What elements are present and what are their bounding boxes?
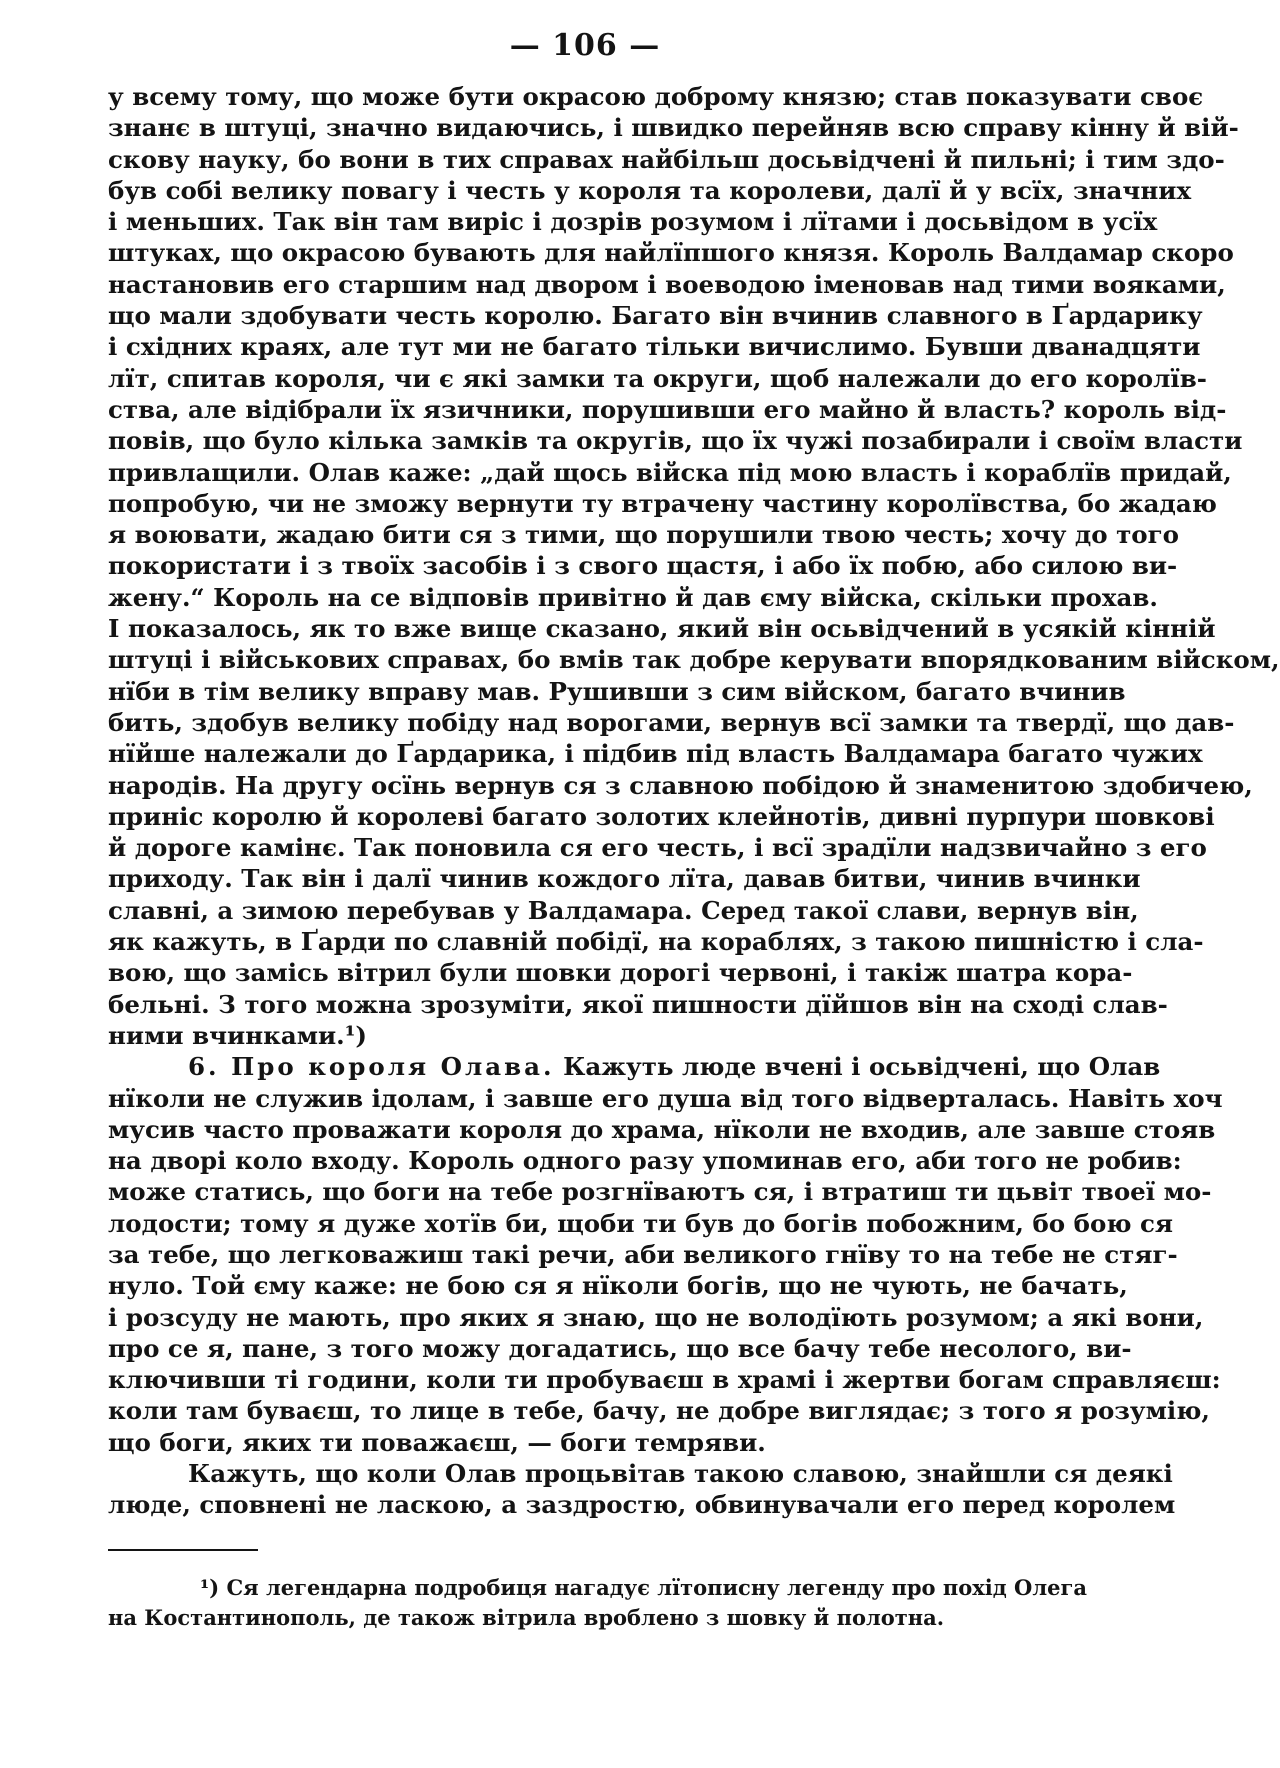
text-line: бить, здобув велику побіду над ворогами, вернув всї замки та твердї, що дав- [108, 707, 1235, 737]
text-line: нїби в тім велику вправу мав. Рушивши з сим війском, багато вчинив [108, 676, 1126, 706]
text-line: у всему тому, що може бути окрасою доброму князю; став показувати своє [108, 82, 1204, 111]
text-line: вою, що замісь вітрил були шовки дорогі червоні, і такіж шатра кора- [108, 958, 1133, 988]
text-line: коли там буваєш, то лице в тебе, бачу, не добре виглядає; з того я розумію, [108, 1396, 1210, 1426]
text-line: нуло. Той єму каже: не бою ся я нїколи богів, що не чують, не бачать, [108, 1271, 1128, 1301]
text-line: скову науку, бо вони в тих справах найбільш досьвідчені й пильні; і тим здо- [108, 144, 1225, 174]
text-line: мусив часто проважати короля до храма, нїколи не входив, але завше стояв [108, 1114, 1216, 1144]
text-line: люде, сповнені не ласкою, а заздростю, обвинувачали его перед королем [108, 1490, 1176, 1520]
text-line: штуках, що окрасою бувають для найлїпшого князя. Король Валдамар скоро [108, 238, 1234, 268]
text-line: що боги, яких ти поважаєш, — боги темряви. [108, 1427, 766, 1457]
text-line: і розсуду не мають, про яких я знаю, що не володїють розумом; а які вони, [108, 1302, 1204, 1332]
text-line: настановив его старшим над двором і воеводою іменовав над тими вояками, [108, 269, 1226, 299]
text-line: як кажуть, в Ґарди по славній побідї, на кораблях, з такою пишністю і сла- [108, 927, 1204, 957]
body-text [108, 81, 1280, 1521]
text-line: і східних краях, але тут ми не багато тільки вичислимо. Бувши дванадцяти [108, 332, 1201, 362]
text-line: лїт, спитав короля, чи є які замки та округи, щоб належали до его королїв- [108, 363, 1207, 393]
section-heading-line [108, 1051, 1161, 1082]
footnote-divider [108, 1549, 258, 1551]
text-line: нїйше належали до Ґардарика, і підбив під власть Валдамара багато чужих [108, 739, 1203, 769]
text-line: ключивши ті години, коли ти пробуваєш в храмі і жертви богам справляєш: [108, 1365, 1221, 1395]
text-line: попробую, чи не зможу вернути ту втрачену частину королївства, бо жадаю [108, 488, 1217, 518]
text-line: знанє в штуці, значно видаючись, і швидко перейняв всю справу кінну й вій- [108, 113, 1239, 143]
text-line: про се я, пане, з того можу догадатись, що все бачу тебе несолого, ви- [108, 1333, 1132, 1363]
page-number: — 106 — [509, 28, 661, 63]
text-line: привлащили. Олав каже: „дай щось війска під мою власть і кораблїв придай, [108, 457, 1232, 487]
text-line: покористати і з твоїх засобів і з свого щастя, і або їх побю, або силою ви- [108, 551, 1178, 581]
text-line: на дворі коло входу. Король одного разу упоминав его, аби того не робив: [108, 1146, 1182, 1176]
text-line: бельні. З того можна зрозуміти, якої пишности дїйшов він на сході слав- [108, 989, 1168, 1019]
footnote-line: на Костантинополь, де також вітрила вроблено з шовку й полотна. [108, 1604, 945, 1630]
section-title: 6. Про короля Олава. [188, 1052, 555, 1082]
text-line: може статись, що боги на тебе розгнїваютъ ся, і втратиш ти цьвіт твоеї мо- [108, 1177, 1212, 1207]
footnote-line: ¹) Ся легендарна подробиця нагадує лїтописну легенду про похід Олега [200, 1574, 1087, 1600]
text-line: за тебе, що легковажиш такі речи, аби великого гнїву то на тебе не стяг- [108, 1239, 1178, 1269]
text-line: був собі велику повагу і честь у короля та королеви, далї й у всїх, значних [108, 175, 1192, 205]
text-line: нїколи не служив ідолам, і завше его душа від того відверталась. Навіть хоч [108, 1083, 1223, 1113]
text-line: штуці і військових справах, бо вмів так добре керувати впорядкованим війском, [108, 645, 1280, 675]
text-line: славні, а зимою перебував у Валдамара. Серед такої слави, вернув він, [108, 895, 1139, 925]
text-line: приходу. Так він і далї чинив кождого лїта, давав битви, чинив вчинки [108, 864, 1141, 894]
text-line: я воювати, жадаю бити ся з тими, що порушили твою честь; хочу до того [108, 520, 1180, 550]
text-line: лодости; тому я дуже хотїв би, щоби ти був до богів побожним, бо бою ся [108, 1208, 1174, 1238]
text-line: й дороге камінє. Так поновила ся его честь, і всї зрадїли надзвичайно з его [108, 833, 1207, 863]
text-line: І показалось, як то вже вище сказано, який він осьвідчений в усякій кінній [108, 614, 1216, 644]
text-line: приніс королю й королеві багато золотих клейнотів, дивні пурпури шовкові [108, 801, 1215, 831]
text-line: повів, що було кілька замків та округів, що їх чужі позабирали і своїм власти [108, 426, 1243, 456]
text-fragment: Кажуть люде вчені і осьвідчені, що Олав [554, 1052, 1161, 1082]
text-line: ства, але відібрали їх язичники, порушивши его майно й власть? король від- [108, 394, 1227, 424]
text-line: народів. На другу осїнь вернув ся з славною побідою й знаменитою здобичею, [108, 770, 1253, 800]
text-line: і меньших. Так він там виріс і дозрів розумом і лїтами і досьвідом в усїх [108, 207, 1158, 237]
text-line: що мали здобувати честь королю. Багато він вчинив славного в Ґардарику [108, 301, 1203, 331]
text-line: жену.“ Король на се відповів привітно й дав єму війска, скільки прохав. [108, 582, 1158, 612]
text-line: Кажуть, що коли Олав процьвітав такою славою, знайшли ся деякі [188, 1459, 1173, 1489]
text-line: ними вчинками.¹) [108, 1020, 368, 1050]
document-page [108, 28, 1280, 1728]
footnote [108, 1573, 1087, 1633]
